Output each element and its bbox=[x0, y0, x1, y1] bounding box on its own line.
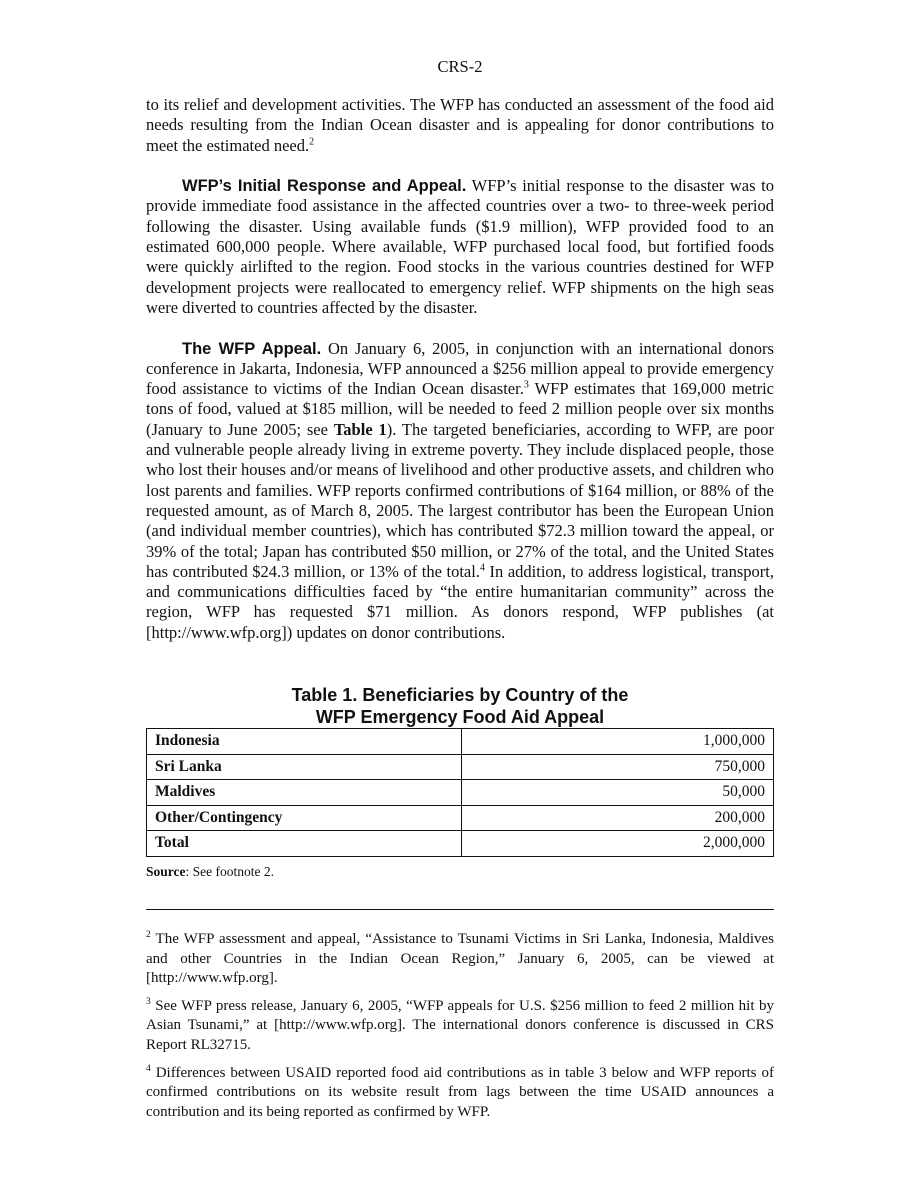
country-cell: Other/Contingency bbox=[147, 805, 462, 831]
footnote-text: Differences between USAID reported food aid contributions as in table 3 below and WFP reports of confirmed contributions on its website result from lags between the time USAID announces a contribution and its being reported as confirmed by WFP. bbox=[146, 1064, 774, 1120]
table-title-line: WFP Emergency Food Aid Appeal bbox=[315, 707, 605, 727]
footnote-number: 4 bbox=[146, 1063, 151, 1074]
country-cell: Sri Lanka bbox=[147, 754, 462, 780]
page-number: CRS-2 bbox=[437, 57, 483, 76]
footnote-text: The WFP assessment and appeal, “Assistance to Tsunami Victims in Sri Lanka, Indonesia, Maldives and other Countries in the Indian Ocean Region,” January 6, 2005, can be viewed at [http://www.wfp.org]. bbox=[146, 931, 774, 987]
paragraph-continuation bbox=[146, 95, 774, 156]
paragraph-text: ). The targeted beneficiaries, according to WFP, are poor and vulnerable people already living in extreme poverty. They include displaced people, those who lost their houses and/or means of livelihood and other productive assets, and children who lost parents and families. WFP reports confirmed contributions of $164 million, or 88% of the requested amount, as of March 8, 2005. The largest contributor has been the European Union (and individual member countries), which has contributed $72.3 million toward the appeal, or 39% of the total; Japan has contributed $50 million, or 27% of the total, and the United States has contributed $24.3 million, or 13% of the total. bbox=[146, 419, 774, 581]
beneficiaries-cell: 750,000 bbox=[462, 754, 774, 780]
footnote-ref: 4 bbox=[479, 562, 485, 574]
table-row bbox=[147, 780, 774, 806]
beneficiaries-table bbox=[146, 728, 774, 857]
table-row bbox=[147, 729, 774, 755]
source-label: Source bbox=[146, 864, 186, 879]
table-title-line: Table 1. Beneficiaries by Country of the bbox=[291, 685, 629, 705]
footnote-divider bbox=[146, 909, 774, 910]
run-in-heading: The WFP Appeal. bbox=[182, 339, 322, 358]
paragraph-text: WFP’s initial response to the disaster was to provide immediate food assistance in the affected countries over a two- to three-week period following the disaster. Using available funds ($1.9 million), WFP provided food to an estimated 600,000 people. Where available, WFP purchased local food, but fortified foods were quickly airlifted to the region. Food stocks in the various countries destined for WFP development projects were reallocated to emergency relief. WFP shipments on the high seas were diverted to countries affected by the disaster. bbox=[146, 176, 774, 317]
country-cell: Maldives bbox=[147, 780, 462, 806]
run-in-heading: WFP’s Initial Response and Appeal. bbox=[182, 177, 467, 196]
footnote-text: See WFP press release, January 6, 2005, “WFP appeals for U.S. $256 million to feed 2 million hit by Asian Tsunami,” at [http://www.wfp.org]. The international donors conference is discussed in CRS Report RL32715. bbox=[146, 997, 774, 1053]
paragraph-initial-response bbox=[146, 176, 774, 318]
table-reference: Table 1 bbox=[333, 419, 387, 439]
beneficiaries-cell: 50,000 bbox=[462, 780, 774, 806]
country-cell: Total bbox=[147, 831, 462, 857]
footnote-ref: 2 bbox=[309, 136, 315, 148]
footnote-ref: 3 bbox=[523, 379, 529, 391]
paragraph-wfp-appeal bbox=[146, 339, 774, 643]
paragraph-text: In addition, to address logistical, transport, and communications difficulties faced by “the entire humanitarian community” across the region, WFP has requested $71 million. As donors respond, WFP publishes (at [http://www.wfp.org]) updates on donor contributions. bbox=[146, 561, 775, 642]
paragraph-text: to its relief and development activities. The WFP has conducted an assessment of the food aid needs resulting from the Indian Ocean disaster and is appealing for donor contributions to meet the estimated need. bbox=[146, 95, 774, 155]
footnote-number: 2 bbox=[146, 930, 151, 940]
table-row bbox=[147, 805, 774, 831]
footnote bbox=[146, 930, 774, 989]
country-cell: Indonesia bbox=[147, 729, 462, 755]
paragraph-text: WFP estimates that 169,000 metric tons of food, valued at $185 million, will be needed to feed 2 million people over six months (January to June 2005; see bbox=[146, 379, 774, 439]
table-row bbox=[147, 754, 774, 780]
beneficiaries-cell: 200,000 bbox=[462, 805, 774, 831]
footnote bbox=[146, 1064, 774, 1123]
body-text bbox=[146, 95, 774, 663]
beneficiaries-cell: 2,000,000 bbox=[462, 831, 774, 857]
footnote-number: 3 bbox=[146, 996, 151, 1007]
footnotes bbox=[146, 930, 774, 1130]
table-row-total bbox=[147, 831, 774, 857]
beneficiaries-cell: 1,000,000 bbox=[462, 729, 774, 755]
source-text: : See footnote 2. bbox=[185, 864, 274, 879]
paragraph-text: On January 6, 2005, in conjunction with an international donors conference in Jakarta, Indonesia, WFP announced a $256 million appeal to provide emergency food assistance to victims of the Indian Ocean disaster. bbox=[146, 338, 774, 399]
table-title bbox=[146, 684, 774, 728]
table-source-note bbox=[146, 864, 274, 880]
footnote bbox=[146, 997, 774, 1056]
